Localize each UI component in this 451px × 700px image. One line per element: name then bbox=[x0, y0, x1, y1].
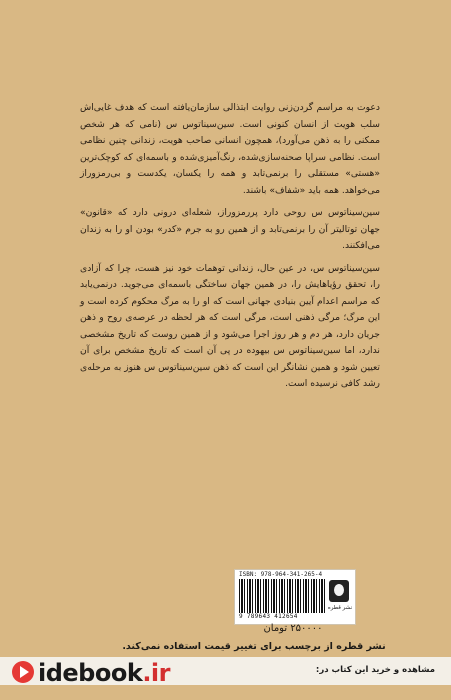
price-notice: نشر قطره از برچسب برای تغییر قیمت استفاده نمی‌کند. bbox=[122, 641, 386, 652]
barcode-digits: 9 789643 412654 bbox=[239, 613, 298, 620]
play-logo-icon bbox=[12, 661, 34, 683]
blurb-paragraph-2: سین‌سیناتوس س روحی دارد پررمزوراز، شعله‌ای درونی دارد که «قانون» جهان توتالیتر آن را برنمی‌تابد و از همین رو به جرم «کدر» بودن او را به زندان می‌افکنند. bbox=[80, 207, 380, 251]
blurb-paragraph-1: دعوت به مراسم گردن‌زنی روایت ابتذالی سازمان‌یافته است که هدف غایی‌اش سلب هویت از انسان کنونی است. سین‌سیناتوس س (نامی که هر شخص ممکنی را به ذهن می‌آورد)، همچون انسانی صاحب هویت، زندانی چنین نظامی است. نظامی سراپا صحنه‌سازی‌شده، رنگ‌آمیزی‌شده و باسمه‌ای که کوچک‌ترین «هستی» مستقلی را برنمی‌تابد و همه را یکسان، یکدست و بی‌رمزوراز می‌خواهد. همه باید «شفاف» باشند. bbox=[80, 102, 380, 196]
barcode-label bbox=[234, 569, 356, 625]
site-logo[interactable] bbox=[38, 659, 170, 687]
barcode-icon bbox=[239, 579, 325, 613]
site-logo-tld: .ir bbox=[142, 659, 170, 687]
site-logo-main: idebook bbox=[38, 659, 143, 687]
blurb-paragraph-3: سین‌سیناتوس س، در عین حال، زندانی توهمات خود نیز هست، چرا که آزادی را، تحقق رؤیاهایش را، در همین جهان ساختگی باسمه‌ای می‌جوید. درنمی‌یابد که مراسم اعدام آیین بنیادی جهانی است که او را به مرگ محکوم کرده است و این مرگ؛ مرگی ذهنی است، مرگی است که هر لحظه در عرصه‌ی روح و ذهن جریان دارد، هر دم و هر روز اجرا می‌شود و از همین روست که تاریخ مشخصی ندارد، اما سین‌سیناتوس س بیهوده در پی آن است که تاریخ مشخص برای آن تعیین شود و همین نشانگر این است که ذهن سین‌سیناتوس س هنوز به مرحله‌ی رشد کافی نرسیده است. bbox=[80, 262, 380, 389]
price-label: ۲۵۰۰۰۰ تومان bbox=[263, 623, 323, 634]
blurb-text bbox=[80, 100, 380, 397]
site-cta-text: مشاهده و خرید این کتاب در: bbox=[315, 665, 435, 675]
isbn-text: ISBN: 978-964-341-265-4 bbox=[239, 571, 323, 578]
publisher-name: نشر قطره bbox=[327, 605, 353, 611]
publisher-logo-icon bbox=[329, 580, 349, 602]
